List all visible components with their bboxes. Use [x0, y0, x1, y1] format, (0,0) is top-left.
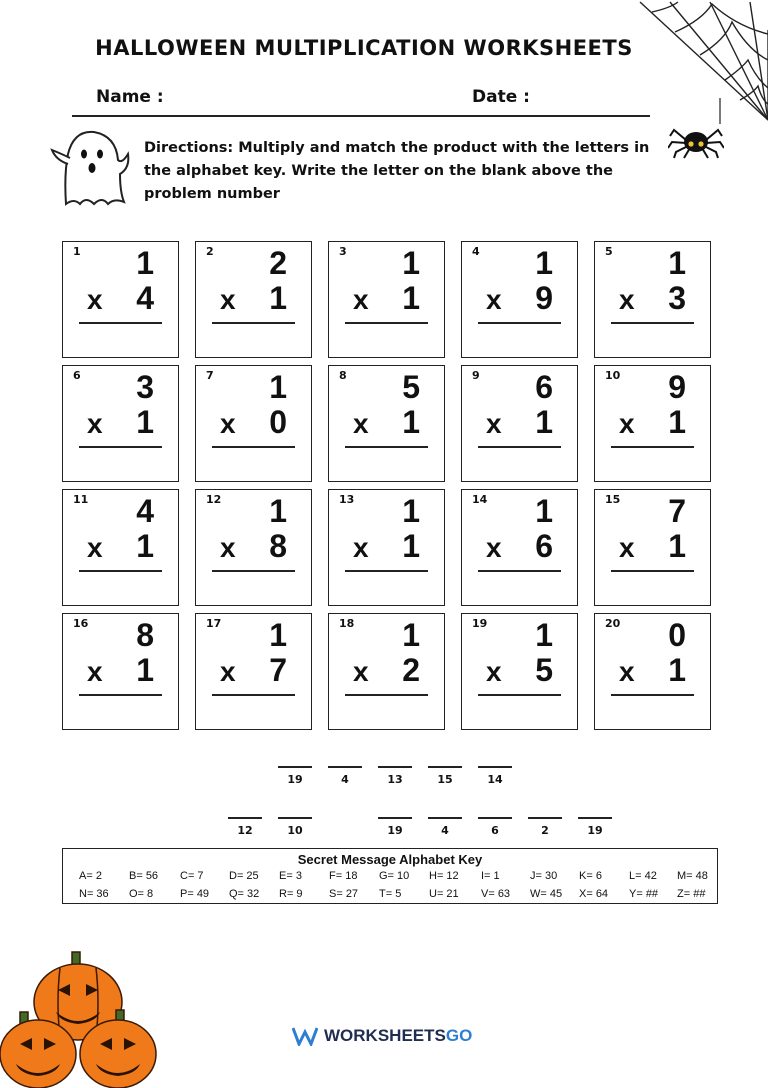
multiply-sign: x [87, 532, 103, 563]
answer-line [79, 322, 162, 324]
key-entry: S= 27 [329, 888, 359, 900]
answer-line [345, 322, 428, 324]
problem-number: 17 [206, 617, 222, 630]
answer-line [478, 322, 561, 324]
key-entry: D= 25 [229, 870, 259, 882]
key-entry: V= 63 [481, 888, 511, 900]
blank-line [528, 817, 562, 819]
problem-bottom-factor: 7 [269, 652, 287, 688]
problem-top-factor: 3 [136, 369, 154, 405]
key-entry: P= 49 [180, 888, 210, 900]
alphabet-key-title: Secret Message Alphabet Key [297, 852, 483, 867]
answer-line [212, 322, 295, 324]
multiply-sign: x [220, 656, 236, 687]
problem-top-factor: 5 [402, 369, 420, 405]
worksheet-title: HALLOWEEN MULTIPLICATION WORKSHEETS [95, 36, 633, 60]
multiply-sign: x [87, 408, 103, 439]
problem-bottom-factor: 1 [136, 404, 154, 440]
answer-line [345, 694, 428, 696]
problem-number: 19 [472, 617, 488, 630]
blank-problem-number: 19 [287, 773, 303, 786]
problem-bottom-factor: 5 [535, 652, 553, 688]
problem-bottom-factor: 1 [136, 652, 154, 688]
blank-line [278, 766, 312, 768]
key-entry: J= 30 [530, 870, 558, 882]
problem-box [594, 489, 711, 606]
problem-number: 15 [605, 493, 621, 506]
problem-box [594, 613, 711, 730]
problem-top-factor: 1 [535, 617, 553, 653]
problem-bottom-factor: 2 [402, 652, 420, 688]
multiply-sign: x [486, 284, 502, 315]
problem-top-factor: 7 [668, 493, 686, 529]
problem-number: 8 [339, 369, 347, 382]
multiply-sign: x [220, 532, 236, 563]
answer-line [478, 446, 561, 448]
problem-number: 16 [73, 617, 89, 630]
multiply-sign: x [619, 532, 635, 563]
key-entry: Q= 32 [229, 888, 260, 900]
blank-line [278, 817, 312, 819]
name-label: Name : [96, 87, 164, 107]
problem-bottom-factor: 1 [269, 280, 287, 316]
key-entry: A= 2 [79, 870, 102, 882]
problem-bottom-factor: 1 [668, 652, 686, 688]
problem-bottom-factor: 6 [535, 528, 553, 564]
message-blank[interactable] [428, 766, 462, 786]
blank-problem-number: 4 [341, 773, 349, 786]
problem-box [461, 241, 578, 358]
problem-top-factor: 8 [136, 617, 154, 653]
problem-top-factor: 1 [269, 617, 287, 653]
problem-box [594, 241, 711, 358]
message-blank[interactable] [528, 817, 562, 837]
key-entry: F= 18 [329, 870, 358, 882]
multiply-sign: x [220, 284, 236, 315]
problem-box [461, 489, 578, 606]
blank-problem-number: 12 [237, 824, 253, 837]
problem-box [62, 613, 179, 730]
problem-number: 7 [206, 369, 214, 382]
blank-problem-number: 4 [441, 824, 449, 837]
key-entry: U= 21 [429, 888, 459, 900]
directions-text: Directions: Multiply and match the product with the letters in the alphabet key. Write the letter on the blank above the problem number [144, 140, 650, 202]
problem-number: 11 [73, 493, 89, 506]
brand-name-part-2: GO [445, 1026, 473, 1045]
ghost-icon [46, 124, 132, 208]
key-entry: H= 12 [429, 870, 459, 882]
blank-line [428, 766, 462, 768]
answer-line [611, 570, 694, 572]
multiply-sign: x [619, 408, 635, 439]
answer-line [611, 694, 694, 696]
message-blank[interactable] [378, 766, 412, 786]
message-blank[interactable] [478, 766, 512, 786]
problem-top-factor: 1 [402, 493, 420, 529]
key-entry: C= 7 [180, 870, 204, 882]
problem-bottom-factor: 3 [668, 280, 686, 316]
problem-number: 4 [472, 245, 480, 258]
answer-line [212, 446, 295, 448]
problem-top-factor: 1 [535, 245, 553, 281]
problem-box [62, 241, 179, 358]
answer-line [79, 694, 162, 696]
blank-problem-number: 10 [287, 824, 303, 837]
message-blank[interactable] [378, 817, 412, 837]
multiply-sign: x [486, 656, 502, 687]
problem-bottom-factor: 1 [402, 528, 420, 564]
key-entry: T= 5 [379, 888, 402, 900]
multiply-sign: x [353, 408, 369, 439]
key-entry: Y= ## [629, 888, 659, 900]
problem-box [594, 365, 711, 482]
message-blank[interactable] [328, 766, 362, 786]
message-blank[interactable] [228, 817, 262, 837]
problem-bottom-factor: 0 [269, 404, 287, 440]
key-entry: M= 48 [677, 870, 708, 882]
problem-top-factor: 1 [136, 245, 154, 281]
key-entry: W= 45 [530, 888, 563, 900]
problem-bottom-factor: 1 [668, 528, 686, 564]
key-entry: K= 6 [579, 870, 602, 882]
problem-box [195, 613, 312, 730]
multiply-sign: x [87, 656, 103, 687]
answer-line [478, 694, 561, 696]
problem-number: 14 [472, 493, 488, 506]
blank-problem-number: 19 [587, 824, 603, 837]
problem-top-factor: 4 [136, 493, 154, 529]
problem-box [328, 613, 445, 730]
problem-box [328, 241, 445, 358]
blank-line [378, 817, 412, 819]
problem-bottom-factor: 8 [269, 528, 287, 564]
answer-line [611, 446, 694, 448]
problem-number: 10 [605, 369, 621, 382]
message-blank[interactable] [278, 817, 312, 837]
answer-line [212, 570, 295, 572]
blank-line [478, 817, 512, 819]
blank-line [478, 766, 512, 768]
date-label: Date : [472, 87, 530, 107]
problem-top-factor: 1 [269, 369, 287, 405]
answer-line [478, 570, 561, 572]
key-entry: I= 1 [481, 870, 500, 882]
multiply-sign: x [87, 284, 103, 315]
problem-number: 2 [206, 245, 214, 258]
problem-number: 20 [605, 617, 621, 630]
key-entry: E= 3 [279, 870, 302, 882]
answer-line [345, 570, 428, 572]
brand-name-part-1: WORKSHEETS [324, 1026, 446, 1045]
problem-number: 1 [73, 245, 81, 258]
key-entry: L= 42 [629, 870, 657, 882]
problem-number: 9 [472, 369, 480, 382]
problem-number: 13 [339, 493, 355, 506]
answer-line [212, 694, 295, 696]
problem-number: 5 [605, 245, 613, 258]
message-blank[interactable] [428, 817, 462, 837]
brand-logo-icon [292, 1026, 318, 1046]
problem-box [195, 365, 312, 482]
message-blank[interactable] [278, 766, 312, 786]
problem-box [461, 613, 578, 730]
blank-problem-number: 19 [387, 824, 403, 837]
key-entry: X= 64 [579, 888, 609, 900]
problem-number: 12 [206, 493, 222, 506]
brand-logo [292, 1026, 472, 1046]
problem-bottom-factor: 1 [136, 528, 154, 564]
blank-line [578, 817, 612, 819]
blank-problem-number: 14 [487, 773, 503, 786]
problem-box [195, 489, 312, 606]
problem-box [328, 365, 445, 482]
key-entry: R= 9 [279, 888, 303, 900]
problem-top-factor: 6 [535, 369, 553, 405]
problem-box [195, 241, 312, 358]
problem-top-factor: 1 [402, 617, 420, 653]
multiply-sign: x [619, 284, 635, 315]
problem-number: 6 [73, 369, 81, 382]
multiply-sign: x [220, 408, 236, 439]
spider-icon [668, 118, 724, 160]
problem-number: 18 [339, 617, 355, 630]
problem-top-factor: 2 [269, 245, 287, 281]
problem-bottom-factor: 1 [402, 404, 420, 440]
blank-line [378, 766, 412, 768]
multiply-sign: x [619, 656, 635, 687]
problem-bottom-factor: 1 [535, 404, 553, 440]
problem-top-factor: 9 [668, 369, 686, 405]
blank-problem-number: 15 [437, 773, 453, 786]
multiply-sign: x [353, 284, 369, 315]
key-entry: G= 10 [379, 870, 410, 882]
message-blank[interactable] [578, 817, 612, 837]
problem-bottom-factor: 1 [668, 404, 686, 440]
problem-bottom-factor: 9 [535, 280, 553, 316]
problem-box [328, 489, 445, 606]
key-entry: B= 56 [129, 870, 159, 882]
problem-box [461, 365, 578, 482]
answer-line [79, 570, 162, 572]
blank-problem-number: 2 [541, 824, 549, 837]
key-entry: O= 8 [129, 888, 154, 900]
answer-line [345, 446, 428, 448]
problem-top-factor: 1 [402, 245, 420, 281]
problem-bottom-factor: 1 [402, 280, 420, 316]
key-entry: Z= ## [677, 888, 706, 900]
problem-top-factor: 1 [668, 245, 686, 281]
multiply-sign: x [486, 532, 502, 563]
problem-top-factor: 1 [269, 493, 287, 529]
blank-line [328, 766, 362, 768]
problem-box [62, 489, 179, 606]
name-date-line [72, 115, 650, 117]
problem-bottom-factor: 4 [136, 280, 154, 316]
answer-line [611, 322, 694, 324]
problem-number: 3 [339, 245, 347, 258]
answer-line [79, 446, 162, 448]
blank-problem-number: 13 [387, 773, 403, 786]
problem-top-factor: 0 [668, 617, 686, 653]
problem-box [62, 365, 179, 482]
pumpkins-icon [0, 950, 160, 1088]
blank-problem-number: 6 [491, 824, 499, 837]
problem-top-factor: 1 [535, 493, 553, 529]
blank-line [228, 817, 262, 819]
multiply-sign: x [486, 408, 502, 439]
blank-line [428, 817, 462, 819]
multiply-sign: x [353, 532, 369, 563]
message-blank[interactable] [478, 817, 512, 837]
alphabet-key [62, 848, 718, 904]
key-entry: N= 36 [79, 888, 109, 900]
multiply-sign: x [353, 656, 369, 687]
